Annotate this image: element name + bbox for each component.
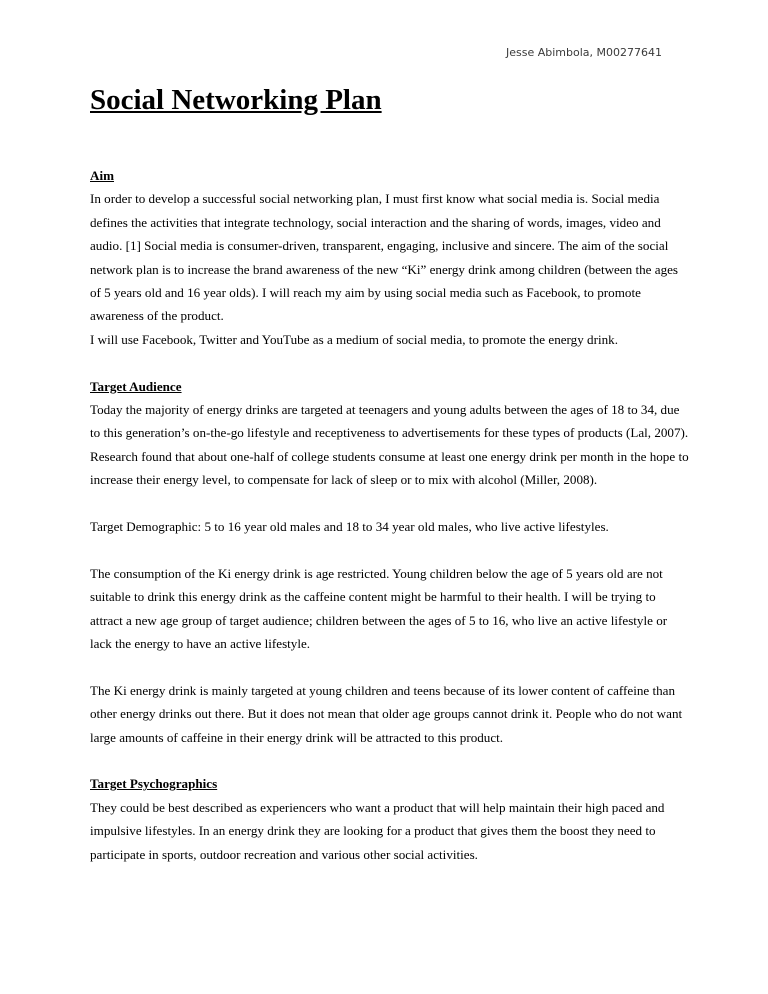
document-body <box>90 164 690 866</box>
spacer <box>90 538 690 561</box>
target-psychographics-heading: Target Psychographics <box>90 776 218 792</box>
page-title: Social Networking Plan <box>90 84 382 116</box>
spacer <box>90 749 690 772</box>
target-audience-paragraph-3: The consumption of the Ki energy drink is age restricted. Young children below the age of 5 years old are not suitable to drink this energy drink as the caffeine content might be harmful to their health. I will be trying to attract a new age group of target audience; children between the ages of 5 to 16, who live an active lifestyle or lack the energy to have an active lifestyle. <box>90 565 668 652</box>
aim-paragraph-2: I will use Facebook, Twitter and YouTube as a medium of social media, to promote the energy drink. <box>90 331 618 347</box>
aim-heading: Aim <box>90 168 115 183</box>
header-author-note: Jesse Abimbola, M00277641 <box>506 46 662 59</box>
aim-paragraph-1: In order to develop a successful social networking plan, I must first know what social media is. Social media defines the activities that integrate technology, social interaction and the sharing of words, images, video and audio. [1] Social media is consumer-driven, transparent, engaging, inclusive and sincere. The aim of the social network plan is to increase the brand awareness of the new “Ki” energy drink among children (between the ages of 5 years old and 16 year olds). I will reach my aim by using social media such as Facebook, to promote awareness of the product. <box>90 191 679 324</box>
target-demographic-paragraph: Target Demographic: 5 to 16 year old males and 18 to 34 year old males, who live active lifestyles. <box>90 519 609 535</box>
spacer <box>90 492 690 515</box>
target-audience-heading: Target Audience <box>90 378 182 394</box>
spacer <box>90 655 690 678</box>
target-psychographics-paragraph-1: They could be best described as experiencers who want a product that will help maintain their high paced and impulsive lifestyles. In an energy drink they are looking for a product that gives them the boost they need to participate in sports, outdoor recreation and various other social activities. <box>90 799 665 862</box>
target-audience-paragraph-1: Today the majority of energy drinks are targeted at teenagers and young adults between the ages of 18 to 34, due to this generation’s on-the-go lifestyle and receptiveness to advertisements for these types of products (Lal, 2007). Research found that about one-half of college students consume at least one energy drink per month in the hope to increase their energy level, to compensate for lack of sleep or to mix with alcohol (Miller, 2008). <box>90 402 689 488</box>
target-audience-paragraph-4: The Ki energy drink is mainly targeted at young children and teens because of its lower content of caffeine than other energy drinks out there. But it does not mean that older age groups cannot drink it. People who do not want large amounts of caffeine in their energy drink will be attracted to this product. <box>90 682 683 745</box>
spacer <box>90 351 690 374</box>
